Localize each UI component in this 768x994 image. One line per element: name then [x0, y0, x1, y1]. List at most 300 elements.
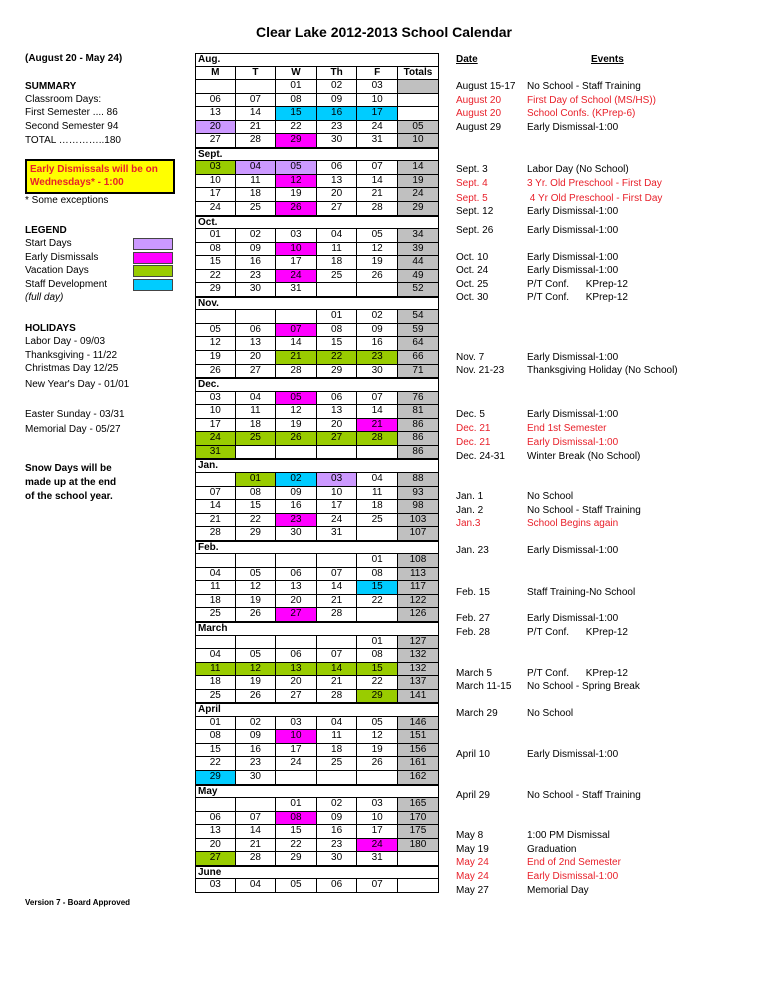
day-cell: 24 [317, 514, 358, 528]
month-header: Nov. [195, 297, 439, 311]
day-cell: 10 [357, 812, 398, 826]
week-total: 66 [398, 351, 439, 365]
day-cell [236, 80, 277, 94]
week-total: 86 [398, 419, 439, 433]
week-total: 93 [398, 487, 439, 501]
day-cell: 28 [317, 608, 358, 622]
day-cell: 01 [317, 310, 358, 324]
day-cell: 26 [276, 432, 317, 446]
holiday-item: Memorial Day - 05/27 [25, 424, 121, 435]
day-cell [317, 554, 358, 568]
month-header: April [195, 703, 439, 717]
day-cell: 15 [236, 500, 277, 514]
day-cell: 25 [236, 202, 277, 216]
day-cell: 15 [357, 663, 398, 677]
legend-label: Start Days [25, 238, 72, 249]
summary-line: TOTAL …………..180 [25, 135, 121, 146]
summary-line: First Semester .... 86 [25, 107, 118, 118]
day-cell: 12 [236, 663, 277, 677]
day-cell: 06 [195, 94, 236, 108]
day-cell: 07 [357, 161, 398, 175]
day-cell [236, 446, 277, 460]
day-cell: 18 [195, 676, 236, 690]
day-cell: 07 [357, 392, 398, 406]
week-row [195, 270, 439, 284]
day-cell: 22 [357, 595, 398, 609]
event-description: No School - Staff Training [527, 790, 641, 801]
day-cell [276, 310, 317, 324]
month-header: Feb. [195, 541, 439, 555]
week-row [195, 608, 439, 622]
day-cell: 29 [276, 134, 317, 148]
week-total [398, 80, 439, 94]
day-cell: 25 [195, 608, 236, 622]
week-total: 113 [398, 568, 439, 582]
day-cell [357, 283, 398, 297]
day-cell: 19 [276, 188, 317, 202]
day-cell: 15 [357, 581, 398, 595]
week-total: 162 [398, 771, 439, 785]
holiday-item: Thanksgiving - 11/22 [25, 350, 118, 361]
day-cell [276, 554, 317, 568]
day-cell: 12 [357, 243, 398, 257]
day-cell [317, 283, 358, 297]
day-cell: 03 [317, 473, 358, 487]
day-cell: 06 [276, 568, 317, 582]
week-row [195, 879, 439, 893]
event-description: No School [527, 491, 574, 502]
week-total: 132 [398, 663, 439, 677]
date-header: Date [456, 54, 478, 65]
day-cell: 18 [317, 256, 358, 270]
day-cell: 24 [357, 121, 398, 135]
day-cell: 06 [236, 324, 277, 338]
day-cell: 20 [317, 188, 358, 202]
month-header: Oct. [195, 216, 439, 230]
day-cell: 03 [357, 80, 398, 94]
day-cell: 20 [195, 121, 236, 135]
day-cell: 20 [317, 419, 358, 433]
weekday-header-row [195, 67, 439, 81]
day-cell: 18 [236, 419, 277, 433]
day-cell: 24 [276, 757, 317, 771]
holidays-title: HOLIDAYS [25, 323, 76, 334]
day-cell: 15 [195, 744, 236, 758]
week-row [195, 310, 439, 324]
day-cell: 04 [357, 473, 398, 487]
event-date: Sept. 4 [456, 178, 488, 189]
day-cell: 07 [195, 487, 236, 501]
day-cell: 23 [357, 351, 398, 365]
event-description: End 1st Semester [527, 423, 607, 434]
day-cell [195, 636, 236, 650]
week-row [195, 663, 439, 677]
week-row [195, 771, 439, 785]
day-cell: 25 [317, 270, 358, 284]
day-cell: 11 [236, 405, 277, 419]
week-total [398, 107, 439, 121]
day-cell: 16 [276, 500, 317, 514]
day-cell: 14 [317, 663, 358, 677]
week-row [195, 757, 439, 771]
day-cell: 07 [357, 879, 398, 893]
day-cell: 08 [276, 94, 317, 108]
day-cell [357, 771, 398, 785]
week-row [195, 514, 439, 528]
day-cell: 10 [357, 94, 398, 108]
weekday-header: M [195, 67, 236, 81]
week-row [195, 324, 439, 338]
day-cell: 24 [195, 432, 236, 446]
day-cell: 28 [236, 134, 277, 148]
day-cell: 25 [317, 757, 358, 771]
day-cell: 22 [317, 351, 358, 365]
day-cell: 11 [317, 730, 358, 744]
day-cell: 26 [357, 757, 398, 771]
version-note: Version 7 - Board Approved [25, 898, 131, 907]
day-cell: 06 [317, 161, 358, 175]
event-date: March 5 [456, 668, 493, 679]
week-total: 24 [398, 188, 439, 202]
week-total: 52 [398, 283, 439, 297]
day-cell: 07 [236, 812, 277, 826]
event-date: Jan.3 [456, 518, 481, 529]
day-cell: 13 [236, 337, 277, 351]
event-date: May 24 [456, 871, 489, 882]
week-total: 64 [398, 337, 439, 351]
day-cell: 20 [276, 676, 317, 690]
day-cell: 30 [357, 365, 398, 379]
week-total: 14 [398, 161, 439, 175]
legend-swatch-vacation [133, 265, 173, 277]
day-cell: 01 [195, 229, 236, 243]
week-total: 86 [398, 446, 439, 460]
week-row [195, 527, 439, 541]
day-cell: 05 [276, 161, 317, 175]
day-cell: 11 [195, 581, 236, 595]
day-cell: 18 [195, 595, 236, 609]
day-cell: 17 [276, 744, 317, 758]
event-description: P/T Conf. KPrep-12 [527, 279, 628, 290]
day-cell [276, 771, 317, 785]
day-cell: 21 [357, 188, 398, 202]
day-cell: 13 [195, 107, 236, 121]
month-header: Sept. [195, 148, 439, 162]
week-total: 127 [398, 636, 439, 650]
day-cell: 12 [276, 405, 317, 419]
day-cell: 02 [317, 80, 358, 94]
day-cell: 29 [195, 771, 236, 785]
weekday-header: F [357, 67, 398, 81]
day-cell: 07 [317, 568, 358, 582]
day-cell: 29 [357, 690, 398, 704]
event-description: Early Dismissal-1:00 [527, 265, 619, 276]
day-cell: 29 [195, 283, 236, 297]
holiday-item: Christmas Day 12/25 [25, 363, 119, 374]
day-cell: 26 [195, 365, 236, 379]
month-header: Dec. [195, 378, 439, 392]
day-cell: 13 [276, 581, 317, 595]
event-description: 3 Yr. Old Preschool - First Day [527, 178, 662, 189]
week-total: 81 [398, 405, 439, 419]
day-cell [195, 310, 236, 324]
week-row [195, 337, 439, 351]
event-date: Nov. 21-23 [456, 365, 505, 376]
event-date: Jan. 23 [456, 545, 489, 556]
event-description: Early Dismissal-1:00 [527, 409, 619, 420]
day-cell: 14 [276, 337, 317, 351]
day-cell: 06 [317, 392, 358, 406]
event-date: Jan. 1 [456, 491, 484, 502]
day-cell: 27 [195, 134, 236, 148]
summary-title: SUMMARY [25, 81, 77, 92]
day-cell: 31 [357, 852, 398, 866]
event-description: Staff Training-No School [527, 587, 636, 598]
week-total: 103 [398, 514, 439, 528]
day-cell: 23 [236, 757, 277, 771]
day-cell: 30 [236, 771, 277, 785]
week-total: 175 [398, 825, 439, 839]
week-total: 76 [398, 392, 439, 406]
legend-label: Early Dismissals [25, 252, 99, 263]
week-row [195, 365, 439, 379]
day-cell: 13 [317, 405, 358, 419]
day-cell [195, 473, 236, 487]
day-cell: 12 [236, 581, 277, 595]
week-total: 44 [398, 256, 439, 270]
week-total: 34 [398, 229, 439, 243]
day-cell: 21 [236, 121, 277, 135]
event-date: Dec. 21 [456, 423, 491, 434]
day-cell: 25 [195, 690, 236, 704]
week-total [398, 879, 439, 893]
day-cell: 10 [276, 243, 317, 257]
exceptions-note: * Some exceptions [25, 195, 109, 206]
event-date: August 15-17 [456, 81, 516, 92]
day-cell: 08 [195, 730, 236, 744]
day-cell: 19 [357, 744, 398, 758]
day-cell: 19 [276, 419, 317, 433]
month-header: June [195, 866, 439, 880]
week-row [195, 730, 439, 744]
week-row [195, 202, 439, 216]
holiday-item: Easter Sunday - 03/31 [25, 409, 125, 420]
weekday-header: Totals [398, 67, 439, 81]
day-cell: 26 [276, 202, 317, 216]
week-row [195, 581, 439, 595]
week-row [195, 473, 439, 487]
week-total: 117 [398, 581, 439, 595]
day-cell: 18 [357, 500, 398, 514]
week-total: 88 [398, 473, 439, 487]
event-date: Sept. 12 [456, 206, 494, 217]
week-total: 39 [398, 243, 439, 257]
event-date: August 20 [456, 108, 502, 119]
event-description: Winter Break (No School) [527, 451, 641, 462]
day-cell: 05 [357, 717, 398, 731]
event-date: May 24 [456, 857, 489, 868]
day-cell: 21 [317, 595, 358, 609]
day-cell: 08 [236, 487, 277, 501]
day-cell: 22 [195, 270, 236, 284]
week-total: 126 [398, 608, 439, 622]
day-cell: 27 [317, 432, 358, 446]
week-row [195, 283, 439, 297]
month-header: March [195, 622, 439, 636]
day-cell: 20 [195, 839, 236, 853]
snow-note: Snow Days will be [25, 463, 112, 474]
day-cell: 15 [276, 825, 317, 839]
day-cell: 21 [317, 676, 358, 690]
event-description: No School - Staff Training [527, 505, 641, 516]
week-total: 54 [398, 310, 439, 324]
day-cell: 21 [236, 839, 277, 853]
day-cell: 17 [357, 107, 398, 121]
week-row [195, 121, 439, 135]
day-cell: 09 [357, 324, 398, 338]
day-cell [317, 446, 358, 460]
day-cell: 03 [195, 161, 236, 175]
week-row [195, 175, 439, 189]
day-cell: 25 [357, 514, 398, 528]
day-cell: 16 [357, 337, 398, 351]
week-total [398, 852, 439, 866]
event-description: No School - Spring Break [527, 681, 640, 692]
day-cell: 31 [195, 446, 236, 460]
day-cell: 15 [317, 337, 358, 351]
day-cell: 26 [236, 690, 277, 704]
day-cell: 01 [357, 554, 398, 568]
day-cell: 13 [195, 825, 236, 839]
day-cell: 17 [276, 256, 317, 270]
day-cell: 28 [236, 852, 277, 866]
day-cell [195, 80, 236, 94]
day-cell: 10 [195, 175, 236, 189]
day-cell: 04 [195, 649, 236, 663]
event-description: Early Dismissal-1:00 [527, 545, 619, 556]
day-cell: 16 [317, 825, 358, 839]
legend-swatch-early [133, 252, 173, 264]
full-day-note: (full day) [25, 292, 64, 303]
week-row [195, 419, 439, 433]
day-cell: 29 [317, 365, 358, 379]
day-cell: 19 [357, 256, 398, 270]
event-description: Early Dismissal-1:00 [527, 122, 619, 133]
week-total: 71 [398, 365, 439, 379]
day-cell [236, 636, 277, 650]
week-row [195, 188, 439, 202]
day-cell: 31 [317, 527, 358, 541]
day-cell: 30 [236, 283, 277, 297]
day-cell: 09 [236, 243, 277, 257]
day-cell: 19 [195, 351, 236, 365]
week-total: 107 [398, 527, 439, 541]
week-row [195, 839, 439, 853]
week-total: 180 [398, 839, 439, 853]
day-cell: 04 [236, 879, 277, 893]
week-total: 141 [398, 690, 439, 704]
day-cell: 04 [317, 229, 358, 243]
legend-title: LEGEND [25, 225, 67, 236]
day-cell [357, 608, 398, 622]
weekday-header: T [236, 67, 277, 81]
event-date: Sept. 5 [456, 193, 488, 204]
calendar-grid [195, 53, 439, 893]
day-cell: 20 [236, 351, 277, 365]
day-cell: 07 [236, 94, 277, 108]
day-cell: 08 [357, 649, 398, 663]
week-row [195, 649, 439, 663]
day-cell: 11 [317, 243, 358, 257]
day-cell: 30 [276, 527, 317, 541]
week-row [195, 94, 439, 108]
day-cell: 28 [357, 432, 398, 446]
day-cell: 09 [317, 94, 358, 108]
day-cell [357, 527, 398, 541]
day-cell: 31 [357, 134, 398, 148]
day-cell [195, 554, 236, 568]
day-cell: 24 [357, 839, 398, 853]
day-cell: 04 [236, 161, 277, 175]
day-cell [357, 446, 398, 460]
day-cell: 11 [236, 175, 277, 189]
event-description: Early Dismissal-1:00 [527, 252, 619, 263]
day-cell: 14 [357, 405, 398, 419]
day-cell [236, 554, 277, 568]
day-cell: 05 [276, 879, 317, 893]
event-date: May 27 [456, 885, 489, 896]
day-cell [317, 771, 358, 785]
week-total: 29 [398, 202, 439, 216]
day-cell: 24 [195, 202, 236, 216]
holiday-item: Labor Day - 09/03 [25, 336, 106, 347]
event-description: Graduation [527, 844, 577, 855]
day-cell: 13 [276, 663, 317, 677]
day-cell: 27 [236, 365, 277, 379]
event-date: Feb. 28 [456, 627, 490, 638]
week-row [195, 690, 439, 704]
day-cell [236, 310, 277, 324]
day-cell: 28 [357, 202, 398, 216]
day-cell: 15 [276, 107, 317, 121]
week-total: 19 [398, 175, 439, 189]
week-row [195, 595, 439, 609]
event-date: Sept. 26 [456, 225, 494, 236]
day-cell: 05 [195, 324, 236, 338]
day-cell: 27 [276, 690, 317, 704]
day-cell: 28 [195, 527, 236, 541]
event-description: End of 2nd Semester [527, 857, 621, 868]
legend-swatch-staff [133, 279, 173, 291]
day-cell: 23 [276, 514, 317, 528]
week-row [195, 744, 439, 758]
week-row [195, 568, 439, 582]
day-cell [236, 798, 277, 812]
event-date: Oct. 30 [456, 292, 489, 303]
day-cell: 12 [195, 337, 236, 351]
day-cell: 14 [236, 825, 277, 839]
summary-line: Second Semester 94 [25, 121, 119, 132]
day-cell: 17 [357, 825, 398, 839]
day-cell: 19 [236, 595, 277, 609]
day-cell: 26 [236, 608, 277, 622]
event-date: Jan. 2 [456, 505, 484, 516]
day-cell: 23 [317, 121, 358, 135]
legend-label: Vacation Days [25, 265, 89, 276]
week-total: 49 [398, 270, 439, 284]
day-cell: 17 [195, 188, 236, 202]
event-description: Early Dismissal-1:00 [527, 352, 619, 363]
